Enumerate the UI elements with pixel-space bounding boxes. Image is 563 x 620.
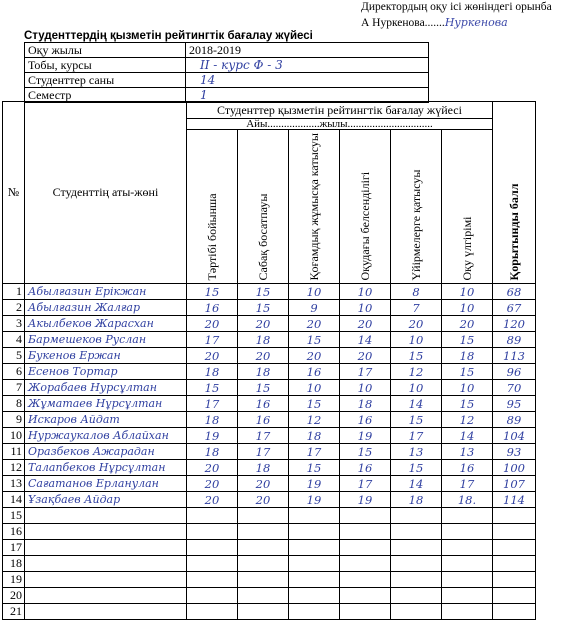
score-cell (442, 604, 493, 620)
row-number: 9 (3, 412, 25, 428)
score-cell: 18 (238, 364, 289, 380)
score-cell: 9 (289, 300, 340, 316)
criterion-header: Тәртібі бойынша (187, 130, 238, 284)
table-row (3, 380, 536, 396)
row-number: 20 (3, 588, 25, 604)
table-row (3, 492, 536, 508)
score-cell (340, 508, 391, 524)
info-value: II - курс Ф - 3 (186, 58, 429, 73)
score-cell (289, 588, 340, 604)
row-number: 1 (3, 284, 25, 300)
score-cell: 12 (391, 364, 442, 380)
score-cell: 15 (289, 396, 340, 412)
criterion-header: Оқудағы белсенділігі (340, 130, 391, 284)
score-cell (238, 572, 289, 588)
score-cell (187, 604, 238, 620)
score-cell (442, 588, 493, 604)
total-score-cell: 96 (493, 364, 536, 380)
score-cell: 15 (391, 460, 442, 476)
approval-note (361, 0, 563, 31)
student-name (25, 508, 187, 524)
score-cell (289, 540, 340, 556)
table-row (3, 476, 536, 492)
score-cell (340, 540, 391, 556)
row-number: 6 (3, 364, 25, 380)
score-cell: 20 (187, 492, 238, 508)
score-cell (289, 572, 340, 588)
total-score-cell (493, 604, 536, 620)
approval-line-2 (361, 15, 563, 31)
row-number: 21 (3, 604, 25, 620)
row-number: 13 (3, 476, 25, 492)
score-cell: 17 (391, 428, 442, 444)
score-cell: 10 (340, 300, 391, 316)
score-cell: 16 (289, 364, 340, 380)
total-score-cell: 113 (493, 348, 536, 364)
student-name: Жорабаев Нурсұлтан (25, 380, 187, 396)
table-row (3, 556, 536, 572)
score-cell: 20 (391, 316, 442, 332)
score-cell: 19 (340, 492, 391, 508)
score-cell: 18 (442, 348, 493, 364)
table-row (3, 300, 536, 316)
criterion-header: Оқу үлгірімі (442, 130, 493, 284)
row-number: 18 (3, 556, 25, 572)
total-score-cell: 107 (493, 476, 536, 492)
score-cell (442, 556, 493, 572)
table-row (3, 396, 536, 412)
score-cell (340, 524, 391, 540)
table-row (3, 508, 536, 524)
student-name: Жұматаев Нұрсұлтан (25, 396, 187, 412)
table-row (3, 316, 536, 332)
table-row (3, 428, 536, 444)
info-row (25, 73, 429, 88)
score-cell: 13 (391, 444, 442, 460)
info-value: 14 (186, 73, 429, 88)
student-name: Нуржаукалов Аблайхан (25, 428, 187, 444)
score-cell: 16 (442, 460, 493, 476)
score-cell: 10 (289, 284, 340, 300)
score-cell: 19 (340, 428, 391, 444)
score-cell: 20 (238, 316, 289, 332)
score-cell: 15 (289, 460, 340, 476)
score-cell: 20 (442, 316, 493, 332)
table-row (3, 412, 536, 428)
score-cell: 15 (187, 380, 238, 396)
row-number: 2 (3, 300, 25, 316)
table-row (3, 348, 536, 364)
total-score-cell: 89 (493, 332, 536, 348)
score-cell (187, 540, 238, 556)
info-label: Тобы, курсы (25, 58, 186, 73)
score-cell: 10 (442, 380, 493, 396)
row-number: 10 (3, 428, 25, 444)
score-cell: 15 (391, 348, 442, 364)
document-title: Студенттердің қызметін рейтингтік бағалау жүйесі (24, 30, 313, 42)
total-score-cell: 68 (493, 284, 536, 300)
total-score-cell (493, 508, 536, 524)
score-cell: 15 (391, 412, 442, 428)
student-name: Искаров Айдат (25, 412, 187, 428)
total-score-cell (493, 556, 536, 572)
score-cell: 20 (289, 316, 340, 332)
score-cell: 17 (238, 428, 289, 444)
score-cell (289, 604, 340, 620)
score-cell: 15 (442, 364, 493, 380)
row-number: 7 (3, 380, 25, 396)
criterion-header: Үйірмелерге қатысуы (391, 130, 442, 284)
table-row (3, 524, 536, 540)
score-cell: 20 (340, 316, 391, 332)
total-score-cell: 89 (493, 412, 536, 428)
score-cell: 16 (340, 412, 391, 428)
score-cell (187, 588, 238, 604)
score-cell: 20 (187, 476, 238, 492)
score-cell: 12 (289, 412, 340, 428)
score-cell: 19 (187, 428, 238, 444)
total-score-cell: 67 (493, 300, 536, 316)
total-score-cell: 120 (493, 316, 536, 332)
rating-table (2, 101, 536, 620)
student-name (25, 604, 187, 620)
score-cell: 14 (442, 428, 493, 444)
score-cell: 8 (391, 284, 442, 300)
criterion-header: Қоғамдық жұмысқа катысуы (289, 130, 340, 284)
student-name (25, 588, 187, 604)
student-name (25, 572, 187, 588)
score-cell: 14 (391, 396, 442, 412)
score-cell: 17 (187, 332, 238, 348)
score-cell (391, 540, 442, 556)
score-cell (340, 572, 391, 588)
row-number: 16 (3, 524, 25, 540)
score-cell: 18 (238, 332, 289, 348)
score-cell (289, 524, 340, 540)
table-row (3, 284, 536, 300)
score-cell: 18 (187, 364, 238, 380)
score-cell (238, 524, 289, 540)
score-cell: 15 (289, 332, 340, 348)
student-name: Есенов Тортар (25, 364, 187, 380)
score-cell: 10 (391, 380, 442, 396)
approval-line-1: Директордың оқу ісі жөніндегі орынба (361, 1, 552, 13)
score-cell: 15 (238, 300, 289, 316)
score-cell: 19 (289, 476, 340, 492)
score-cell: 10 (340, 284, 391, 300)
info-label: Оқу жылы (25, 43, 186, 58)
score-cell: 13 (442, 444, 493, 460)
info-value: 1 (186, 88, 429, 103)
row-number: 8 (3, 396, 25, 412)
score-cell: 16 (340, 460, 391, 476)
total-score-cell (493, 524, 536, 540)
student-name (25, 524, 187, 540)
score-cell: 20 (289, 348, 340, 364)
score-cell: 10 (442, 300, 493, 316)
row-number: 19 (3, 572, 25, 588)
column-number-header: № (3, 102, 25, 284)
score-cell: 18 (238, 460, 289, 476)
score-cell (391, 508, 442, 524)
student-name: Оразбеков Ажарадан (25, 444, 187, 460)
score-cell: 15 (238, 380, 289, 396)
total-score-header: Қорытынды балл (493, 102, 536, 284)
score-cell: 12 (442, 412, 493, 428)
score-cell: 14 (340, 332, 391, 348)
table-row (3, 572, 536, 588)
score-cell: 20 (238, 492, 289, 508)
score-cell: 15 (442, 396, 493, 412)
column-name-header: Студенттің аты-жөні (25, 102, 187, 284)
student-name: Букенов Ержан (25, 348, 187, 364)
score-cell: 10 (391, 332, 442, 348)
info-value: 2018-2019 (186, 43, 429, 58)
info-label: Семестр (25, 88, 186, 103)
info-row (25, 58, 429, 73)
score-cell: 18 (340, 396, 391, 412)
score-cell (238, 604, 289, 620)
student-name: Абылғазин Жалғар (25, 300, 187, 316)
total-score-cell: 93 (493, 444, 536, 460)
total-score-cell: 95 (493, 396, 536, 412)
score-cell: 15 (187, 284, 238, 300)
score-cell (340, 604, 391, 620)
student-name (25, 556, 187, 572)
info-table (24, 42, 429, 103)
score-cell: 16 (238, 412, 289, 428)
row-number: 3 (3, 316, 25, 332)
total-score-cell: 70 (493, 380, 536, 396)
score-cell (391, 524, 442, 540)
score-cell (340, 588, 391, 604)
score-cell (187, 572, 238, 588)
score-cell (391, 572, 442, 588)
score-cell (340, 556, 391, 572)
total-score-cell: 114 (493, 492, 536, 508)
score-cell: 16 (187, 300, 238, 316)
score-cell (391, 604, 442, 620)
row-number: 14 (3, 492, 25, 508)
score-cell: 10 (442, 284, 493, 300)
student-name: Талапбеков Нұрсұлтан (25, 460, 187, 476)
score-cell: 18 (391, 492, 442, 508)
table-row (3, 540, 536, 556)
table-row (3, 444, 536, 460)
score-cell: 20 (340, 348, 391, 364)
score-cell: 20 (187, 348, 238, 364)
rating-group-header: Студенттер қызметін рейтингтік бағалау жүйесі (187, 102, 493, 119)
row-number: 15 (3, 508, 25, 524)
score-cell (391, 588, 442, 604)
table-row (3, 332, 536, 348)
student-name (25, 540, 187, 556)
student-name: Абылғазин Ерікжан (25, 284, 187, 300)
total-score-cell (493, 572, 536, 588)
score-cell: 17 (442, 476, 493, 492)
score-cell: 17 (340, 476, 391, 492)
score-cell: 10 (340, 380, 391, 396)
score-cell (238, 556, 289, 572)
total-score-cell (493, 540, 536, 556)
score-cell: 17 (340, 364, 391, 380)
total-score-cell: 104 (493, 428, 536, 444)
row-number: 11 (3, 444, 25, 460)
student-name: Акылбеков Жарасхан (25, 316, 187, 332)
score-cell: 14 (391, 476, 442, 492)
score-cell (238, 588, 289, 604)
row-number: 4 (3, 332, 25, 348)
score-cell: 19 (289, 492, 340, 508)
score-cell: 18 (187, 412, 238, 428)
table-row (3, 460, 536, 476)
table-row (3, 588, 536, 604)
table-row (3, 604, 536, 620)
score-cell (391, 556, 442, 572)
total-score-cell: 100 (493, 460, 536, 476)
score-cell: 10 (289, 380, 340, 396)
score-cell (289, 508, 340, 524)
score-cell: 20 (187, 316, 238, 332)
score-cell (442, 540, 493, 556)
score-cell: 7 (391, 300, 442, 316)
score-cell: 15 (340, 444, 391, 460)
score-cell (442, 524, 493, 540)
score-cell: 18 (187, 444, 238, 460)
score-cell (187, 508, 238, 524)
total-score-cell (493, 588, 536, 604)
score-cell (238, 540, 289, 556)
score-cell (289, 556, 340, 572)
score-cell (238, 508, 289, 524)
info-row (25, 43, 429, 58)
student-name: Бармешеков Руслан (25, 332, 187, 348)
info-label: Студенттер саны (25, 73, 186, 88)
student-name: Сағатанов Ерланулан (25, 476, 187, 492)
criterion-header: Сабақ босатпауы (238, 130, 289, 284)
score-cell: 17 (238, 444, 289, 460)
score-cell (187, 556, 238, 572)
table-row (3, 364, 536, 380)
score-cell (187, 524, 238, 540)
score-cell: 18. (442, 492, 493, 508)
score-cell (442, 508, 493, 524)
month-year-line: Айы...................жылы............................... (187, 119, 493, 130)
student-name: Ұзақбаев Айдар (25, 492, 187, 508)
score-cell: 18 (289, 428, 340, 444)
score-cell: 17 (187, 396, 238, 412)
approver-name: А Нуркенова....... (361, 17, 445, 29)
score-cell (442, 572, 493, 588)
score-cell: 15 (238, 284, 289, 300)
score-cell: 20 (187, 460, 238, 476)
score-cell: 16 (238, 396, 289, 412)
row-number: 17 (3, 540, 25, 556)
score-cell: 20 (238, 476, 289, 492)
handwritten-signature: Нуркенова (444, 16, 508, 29)
score-cell: 15 (442, 332, 493, 348)
row-number: 5 (3, 348, 25, 364)
score-cell: 20 (238, 348, 289, 364)
row-number: 12 (3, 460, 25, 476)
score-cell: 17 (289, 444, 340, 460)
